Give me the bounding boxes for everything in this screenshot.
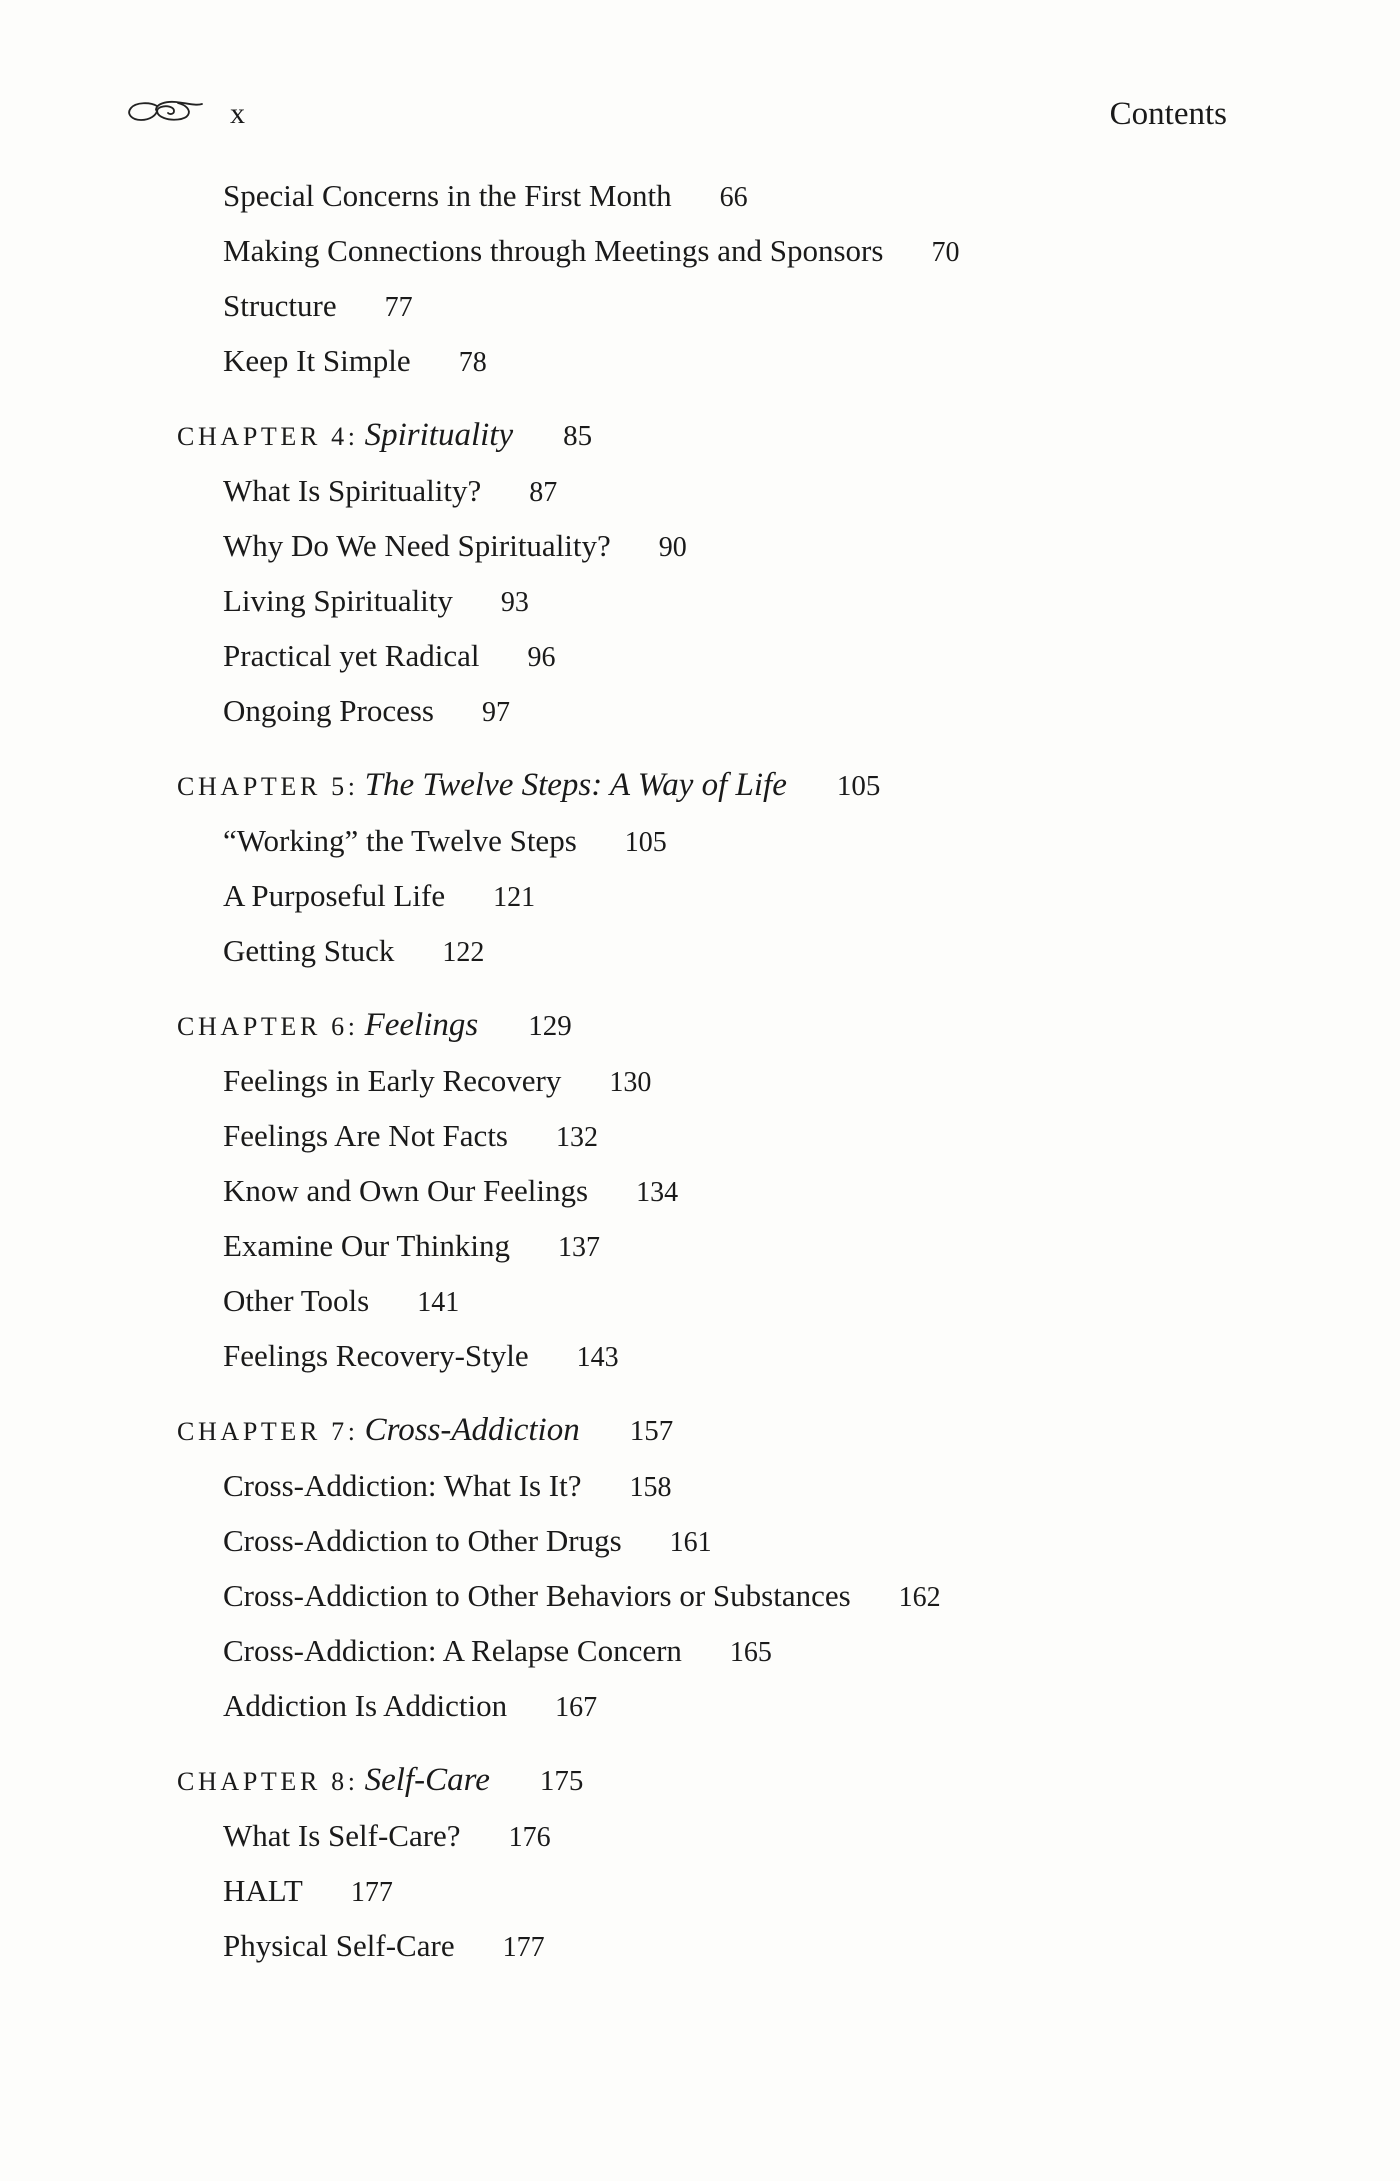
toc-entry-page-number: 122 [442, 937, 485, 968]
toc-entry-title: Feelings Recovery-Style [223, 1338, 529, 1373]
toc-entry-page-number: 162 [898, 1582, 941, 1613]
chapter-page-number: 175 [539, 1765, 584, 1797]
toc-entry-page-number: 96 [527, 642, 556, 673]
toc-entry-page-number: 137 [558, 1232, 600, 1263]
chapter-label: CHAPTER 5: [177, 772, 359, 801]
toc-entry [223, 813, 1340, 868]
toc-entry-page-number: 78 [458, 347, 487, 378]
toc-entry-title: Cross-Addiction: A Relapse Concern [223, 1633, 682, 1668]
toc-entry-page-number: 158 [629, 1472, 672, 1503]
toc-entry-title: A Purposeful Life [223, 878, 446, 913]
header-left [126, 96, 245, 132]
toc-entry-title: Feelings in Early Recovery [223, 1063, 562, 1098]
toc-entry [223, 1678, 1340, 1733]
toc-entry-page-number: 134 [636, 1177, 679, 1208]
chapter-heading [177, 997, 1340, 1053]
toc-entry [223, 463, 1340, 518]
toc-entry-page-number: 87 [529, 477, 558, 508]
toc-entry-title: Keep It Simple [223, 343, 411, 378]
toc-entry-page-number: 177 [502, 1932, 545, 1963]
toc-entry-title: Why Do We Need Spirituality? [223, 528, 611, 563]
toc-entry-title: Structure [223, 288, 337, 323]
toc [177, 168, 1340, 1973]
running-head: Contents [1109, 96, 1227, 132]
toc-entry [223, 1918, 1340, 1973]
chapter-heading [177, 1752, 1340, 1808]
toc-entry [223, 1108, 1340, 1163]
toc-entry-page-number: 161 [669, 1527, 712, 1558]
chapter-page-number: 157 [629, 1415, 674, 1447]
toc-entry-title: Living Spirituality [223, 583, 453, 618]
flourish-ornament-icon [126, 98, 206, 130]
toc-entry-page-number: 141 [417, 1287, 460, 1318]
chapter-label: CHAPTER 4: [177, 422, 359, 451]
chapter-title: Cross-Addiction [364, 1412, 580, 1448]
toc-entry [223, 1053, 1340, 1108]
toc-entry [223, 1218, 1340, 1273]
toc-entry-title: Addiction Is Addiction [223, 1688, 508, 1723]
toc-entry [223, 1863, 1340, 1918]
chapter-block [177, 757, 1340, 978]
toc-entry-page-number: 165 [729, 1637, 772, 1668]
toc-entry-page-number: 93 [500, 587, 529, 618]
toc-entry-page-number: 90 [658, 532, 687, 563]
toc-entry [223, 278, 1340, 333]
chapter-block [177, 1752, 1340, 1973]
toc-entry-title: Cross-Addiction: What Is It? [223, 1468, 582, 1503]
toc-entry-page-number: 167 [555, 1692, 598, 1723]
chapter-entries [177, 813, 1340, 978]
chapter-block [177, 1402, 1340, 1733]
toc-entry-page-number: 77 [384, 292, 413, 323]
toc-entry-title: Feelings Are Not Facts [223, 1118, 508, 1153]
chapter-page-number: 85 [563, 420, 593, 452]
toc-entry-page-number: 66 [719, 182, 748, 213]
toc-entry-page-number: 70 [931, 237, 960, 268]
chapter-title: Feelings [364, 1007, 479, 1043]
toc-entry [223, 1458, 1340, 1513]
chapter-page-number: 105 [836, 770, 881, 802]
toc-entry [223, 1568, 1340, 1623]
toc-entry-page-number: 176 [508, 1822, 551, 1853]
toc-entry [223, 1163, 1340, 1218]
toc-entry [223, 1808, 1340, 1863]
chapter-heading [177, 407, 1340, 463]
toc-entry [223, 868, 1340, 923]
toc-entry-title: Cross-Addiction to Other Behaviors or Substances [223, 1578, 851, 1613]
toc-entry [223, 223, 1340, 278]
toc-entry-title: What Is Spirituality? [223, 473, 482, 508]
chapter-label: CHAPTER 6: [177, 1012, 359, 1041]
toc-entry-page-number: 143 [576, 1342, 619, 1373]
page-header [126, 96, 1227, 132]
toc-entry-title: Physical Self-Care [223, 1928, 455, 1963]
toc-entry-title: Making Connections through Meetings and Sponsors [223, 233, 884, 268]
chapter-label: CHAPTER 7: [177, 1417, 359, 1446]
toc-entry-page-number: 132 [556, 1122, 598, 1153]
chapter-title: The Twelve Steps: A Way of Life [364, 767, 787, 803]
toc-entry-title: Examine Our Thinking [223, 1228, 510, 1263]
chapter-title: Spirituality [364, 417, 514, 453]
chapter-title: Self-Care [364, 1762, 490, 1798]
toc-entry [223, 333, 1340, 388]
chapter-entries [177, 463, 1340, 738]
toc-entry [223, 573, 1340, 628]
toc-entry-title: HALT [223, 1873, 303, 1908]
toc-entry [223, 628, 1340, 683]
toc-entry [223, 1328, 1340, 1383]
chapter-heading [177, 757, 1340, 813]
toc-entry [223, 1273, 1340, 1328]
toc-entry [223, 1623, 1340, 1678]
toc-entry-title: Other Tools [223, 1283, 370, 1318]
toc-entry-title: Cross-Addiction to Other Drugs [223, 1523, 622, 1558]
toc-entry-page-number: 177 [350, 1877, 393, 1908]
toc-entry [223, 518, 1340, 573]
toc-entry-title: “Working” the Twelve Steps [223, 823, 577, 858]
toc-entry-title: Getting Stuck [223, 933, 395, 968]
toc-entry [223, 923, 1340, 978]
toc-entry-title: What Is Self-Care? [223, 1818, 461, 1853]
toc-entry-page-number: 105 [624, 827, 667, 858]
toc-entry-title: Special Concerns in the First Month [223, 178, 672, 213]
toc-entry-title: Know and Own Our Feelings [223, 1173, 589, 1208]
toc-entry-title: Ongoing Process [223, 693, 434, 728]
chapter-block [177, 997, 1340, 1383]
chapter-block [177, 407, 1340, 738]
chapter-heading [177, 1402, 1340, 1458]
chapter-entries [177, 1458, 1340, 1733]
chapter-entries [177, 1053, 1340, 1383]
folio-page-number: x [230, 97, 245, 130]
chapter-label: CHAPTER 8: [177, 1767, 359, 1796]
toc-entry-page-number: 130 [609, 1067, 652, 1098]
toc-entry-title: Practical yet Radical [223, 638, 480, 673]
toc-entry [223, 683, 1340, 738]
toc-entry-page-number: 121 [493, 882, 536, 913]
chapter-page-number: 129 [528, 1010, 572, 1042]
chapter-entries [177, 1808, 1340, 1973]
toc-entry [223, 168, 1340, 223]
toc-entry [223, 1513, 1340, 1568]
toc-entry-page-number: 97 [481, 697, 510, 728]
